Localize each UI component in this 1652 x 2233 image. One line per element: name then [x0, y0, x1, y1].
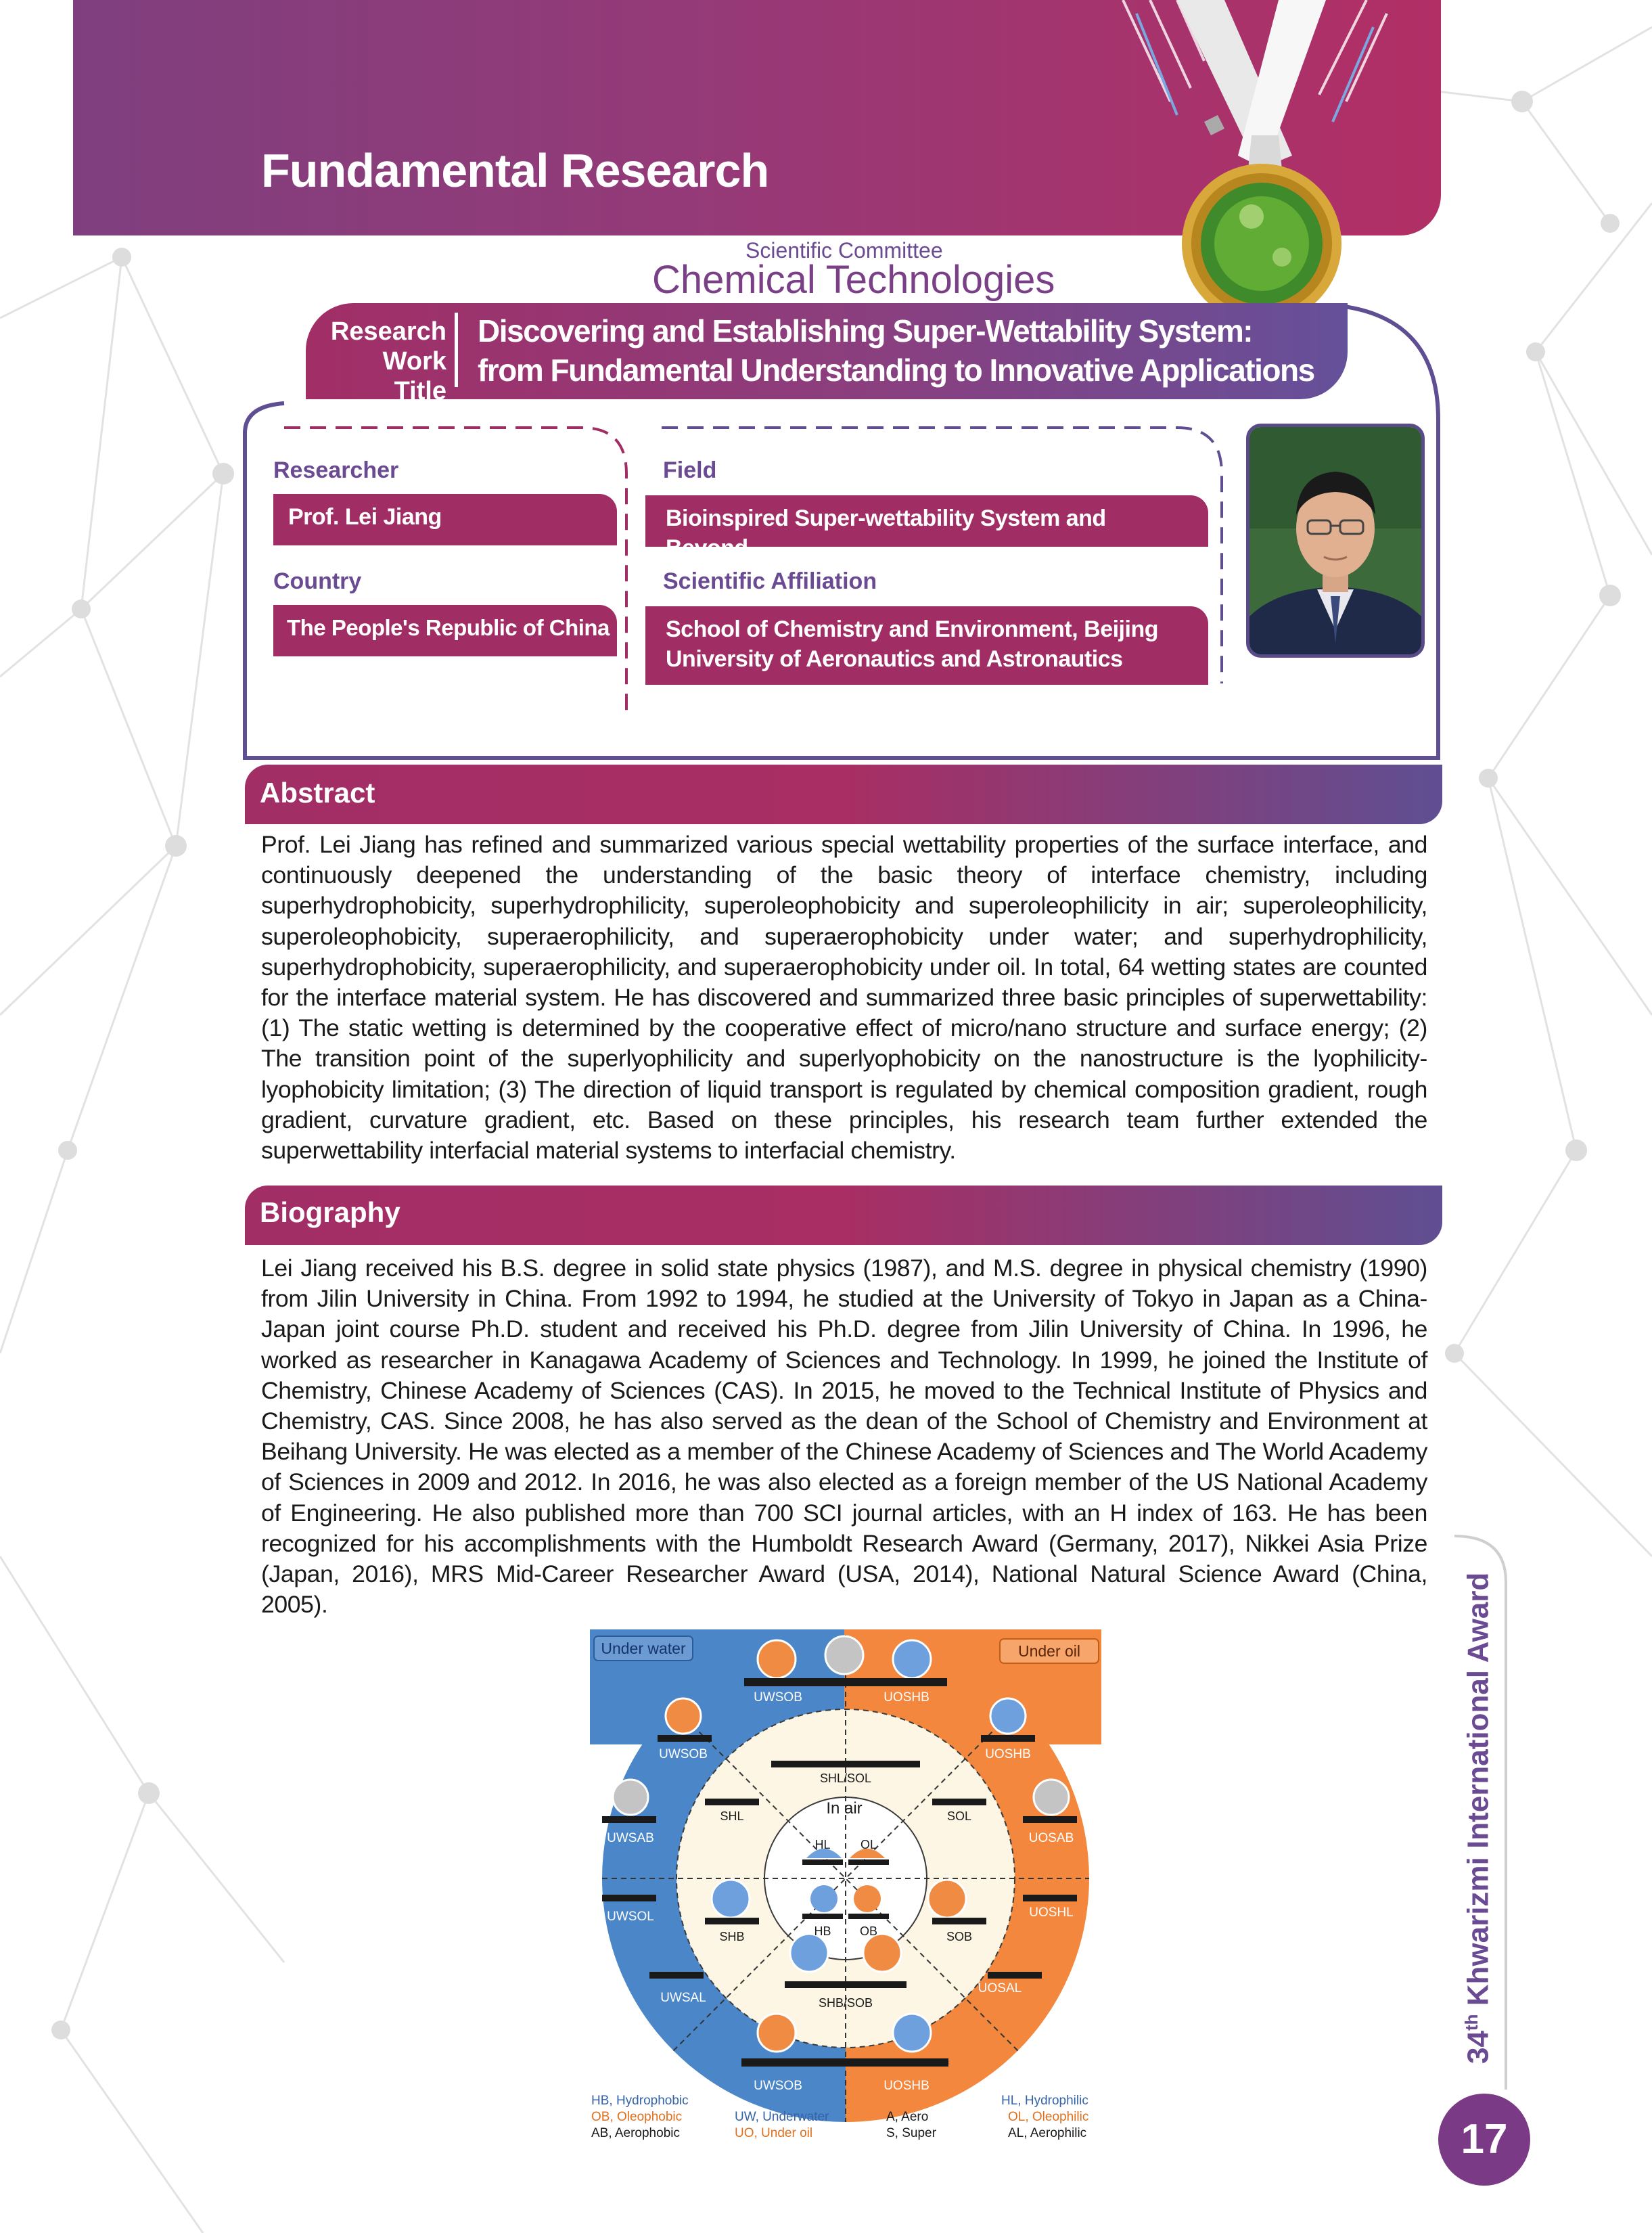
label-uoshb-right: UOSHB	[985, 1747, 1031, 1761]
legend-ab: AB, Aerophobic	[591, 2126, 680, 2140]
label-uwsal: UWSAL	[660, 1991, 706, 2005]
award-name: Khwarizmi International Award	[1461, 1572, 1495, 2006]
legend-uo: UO, Under oil	[735, 2126, 813, 2140]
research-title-label	[327, 317, 446, 406]
label-sob: SOB	[946, 1930, 973, 1943]
research-title-divider	[455, 313, 458, 387]
biography-bar	[245, 1186, 1442, 1245]
legend-ol: OL, Oleophilic	[1008, 2110, 1089, 2124]
label-uoshl: UOSHL	[1029, 1905, 1074, 1920]
research-title-line2: from Fundamental Understanding to Innovative Applications	[478, 353, 1314, 388]
researcher-value: Prof. Lei Jiang	[273, 494, 617, 545]
abstract-title: Abstract	[260, 777, 375, 809]
affiliation-label: Scientific Affiliation	[663, 568, 877, 594]
label-uwsob-left: UWSOB	[659, 1747, 708, 1761]
label-shl-sol: SHL/SOL	[819, 1772, 872, 1785]
research-title-label-line1: Research	[330, 317, 446, 346]
label-uosal: UOSAL	[978, 1981, 1022, 1995]
committee-name: Chemical Technologies	[652, 258, 1055, 302]
under-oil-label: Under oil	[1017, 1642, 1081, 1660]
label-uwsab: UWSAB	[607, 1831, 654, 1845]
committee-small-label: Scientific Committee	[745, 238, 943, 263]
label-ol: OL	[860, 1838, 877, 1851]
label-ob: OB	[859, 1924, 878, 1938]
field-value: Bioinspired Super-wettability System and Beyond	[645, 495, 1208, 547]
portrait-drawing	[1249, 427, 1421, 654]
label-uwsol: UWSOL	[607, 1910, 654, 1924]
country-value: The People's Republic of China	[273, 605, 617, 656]
label-in-air: In air	[826, 1799, 863, 1818]
research-title-line1: Discovering and Establishing Super-Wettability System:	[478, 313, 1253, 348]
research-title-text	[478, 311, 1330, 390]
affiliation-line2: University of Aeronautics and Astronautics	[666, 646, 1123, 672]
affiliation-value	[645, 606, 1208, 685]
label-hb: HB	[814, 1924, 831, 1938]
label-sol: SOL	[946, 1809, 972, 1823]
label-uoshb-top: UOSHB	[884, 1690, 930, 1705]
label-uwsob-top: UWSOB	[754, 1690, 802, 1705]
superwettability-diagram	[582, 1616, 1109, 2150]
label-uosab: UOSAB	[1028, 1831, 1074, 1845]
biography-text: Lei Jiang received his B.S. degree in solid state physics (1987), and M.S. degree in physical chemistry (1990) from Jilin University in China. From 1992 to 1994, he studied at the University of Tokyo in Japan as a China-Japan joint course Ph.D. student and received his Ph.D. degree from Jilin University of China. In 1996, he worked as researcher in Kanagawa Academy of Sciences and Technology. In 1999, he joined the Institute of Chemistry, Chinese Academy of Sciences (CAS). In 2015, he moved to the Technical Institute of Physics and Chemistry, CAS. Since 2008, he has also served as the dean of the School of Chemistry and Environment at Beihang University. He was elected as a member of the Chinese Academy of Sciences and The World Academy of Sciences in 2009 and 2012. In 2016, he was also elected as a foreign member of the US National Academy of Engineering. He also published more than 700 SCI journal articles, with an H index of 163. He has been recognized for his accomplishments with the Humboldt Research Award (Germany, 2017), Nikkei Asia Prize (Japan, 2016), MRS Mid-Career Researcher Award (USA, 2014), National Natural Science Award (China, 2005).	[261, 1255, 1427, 1619]
label-uwsob-bottom: UWSOB	[754, 2079, 802, 2093]
legend-s: S, Super	[886, 2126, 936, 2140]
page-number: 17	[1438, 2094, 1530, 2186]
field-label: Field	[663, 457, 717, 483]
side-award-title	[1461, 1572, 1505, 2064]
page-section-title: Fundamental Research	[261, 144, 769, 197]
abstract-text: Prof. Lei Jiang has refined and summarized various special wettability properties of the surface interface, and continuously deepened the understanding of the basic theory of interface chemistry, including superhydrophobicity, superhydrophilicity, superoleophobicity and superoleophilicity in air; superoleophilicity, superoleophobicity, superaerophilicity, and superaerophobicity under water; and superhydrophilicity, superhydrophobicity, superaerophilicity, and superaerophobicity under oil. In total, 64 wetting states are counted for the interface material system. He has discovered and summarized three basic principles of superwettability: (1) The static wetting is determined by the cooperative effect of micro/nano structure and surface energy; (2) The transition point of the superlyophilicity and superlyophobicity on the nanostructure is the lyophilicity-lyophobicity limitation; (3) The direction of liquid transport is regulated by chemical composition gradient, rough gradient, curvature gradient, etc. Based on these principles, his research team further extended the superwettability interfacial material systems to interfacial chemistry.	[261, 831, 1427, 1165]
biography-title: Biography	[260, 1196, 400, 1228]
country-label: Country	[273, 568, 362, 594]
label-uoshb-bottom: UOSHB	[884, 2079, 930, 2093]
legend-hb: HB, Hydrophobic	[591, 2094, 689, 2108]
legend-uw: UW, Underwater	[735, 2110, 829, 2124]
affiliation-line1: School of Chemistry and Environment, Beijing	[666, 616, 1158, 642]
award-ordinal-suffix: th	[1461, 2014, 1482, 2031]
legend-al: AL, Aerophilic	[1008, 2126, 1087, 2140]
legend-hl: HL, Hydrophilic	[1001, 2094, 1088, 2108]
legend-ob: OB, Oleophobic	[591, 2110, 683, 2124]
legend-a: A, Aero	[886, 2110, 929, 2124]
label-hl: HL	[814, 1838, 831, 1851]
researcher-label: Researcher	[273, 457, 399, 483]
label-shb: SHB	[719, 1930, 745, 1943]
under-water-label: Under water	[601, 1640, 686, 1657]
label-shl: SHL	[720, 1809, 744, 1823]
label-shb-sob: SHB/SOB	[818, 1996, 873, 2010]
research-title-label-line2: Work Title	[382, 347, 446, 405]
award-ordinal: 34	[1461, 2031, 1495, 2064]
researcher-portrait	[1246, 424, 1425, 658]
abstract-bar	[245, 765, 1442, 824]
